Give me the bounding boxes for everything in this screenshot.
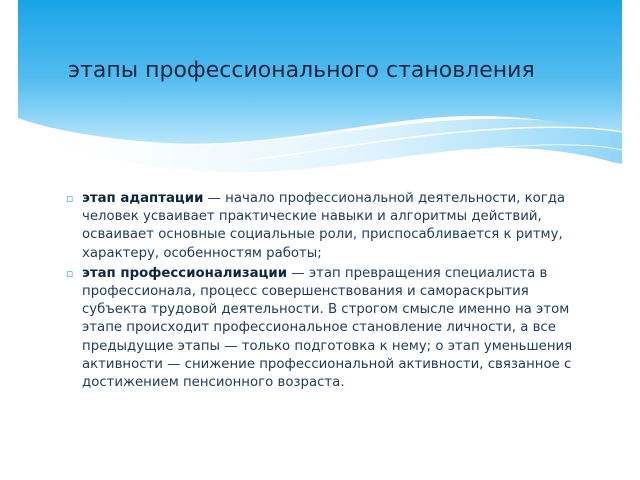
bullet-list [60, 190, 585, 394]
term-label: этап адаптации [82, 191, 204, 206]
list-item [60, 190, 585, 263]
term-description: — начало профессиональной деятельности, когда человек усваивает практические навыки и алгоритмы действий, осваивает основные социальные роли, приспосабливается к ритму, характеру, особенностям работы; [82, 191, 566, 261]
header-wave-background [0, 0, 640, 200]
list-item [60, 265, 585, 392]
bullet-icon: ▫ [66, 266, 74, 280]
bullet-icon: ▫ [66, 192, 74, 205]
term-description: — этап превращения специалиста в профессионала, процесс совершенствования и самораскрытия субъекта трудовой деятельности. В строгом смысле именно на этом этапе происходит профессиональное становление личности, а все предыдущие этапы — только подготовка к нему; о этап уменьшения активности — снижение профессиональной активности, связанное с достижением пенсионного возраста. [82, 265, 573, 391]
slide-title: этапы профессионального становления [68, 58, 535, 83]
term-label: этап профессионализации [82, 265, 288, 281]
